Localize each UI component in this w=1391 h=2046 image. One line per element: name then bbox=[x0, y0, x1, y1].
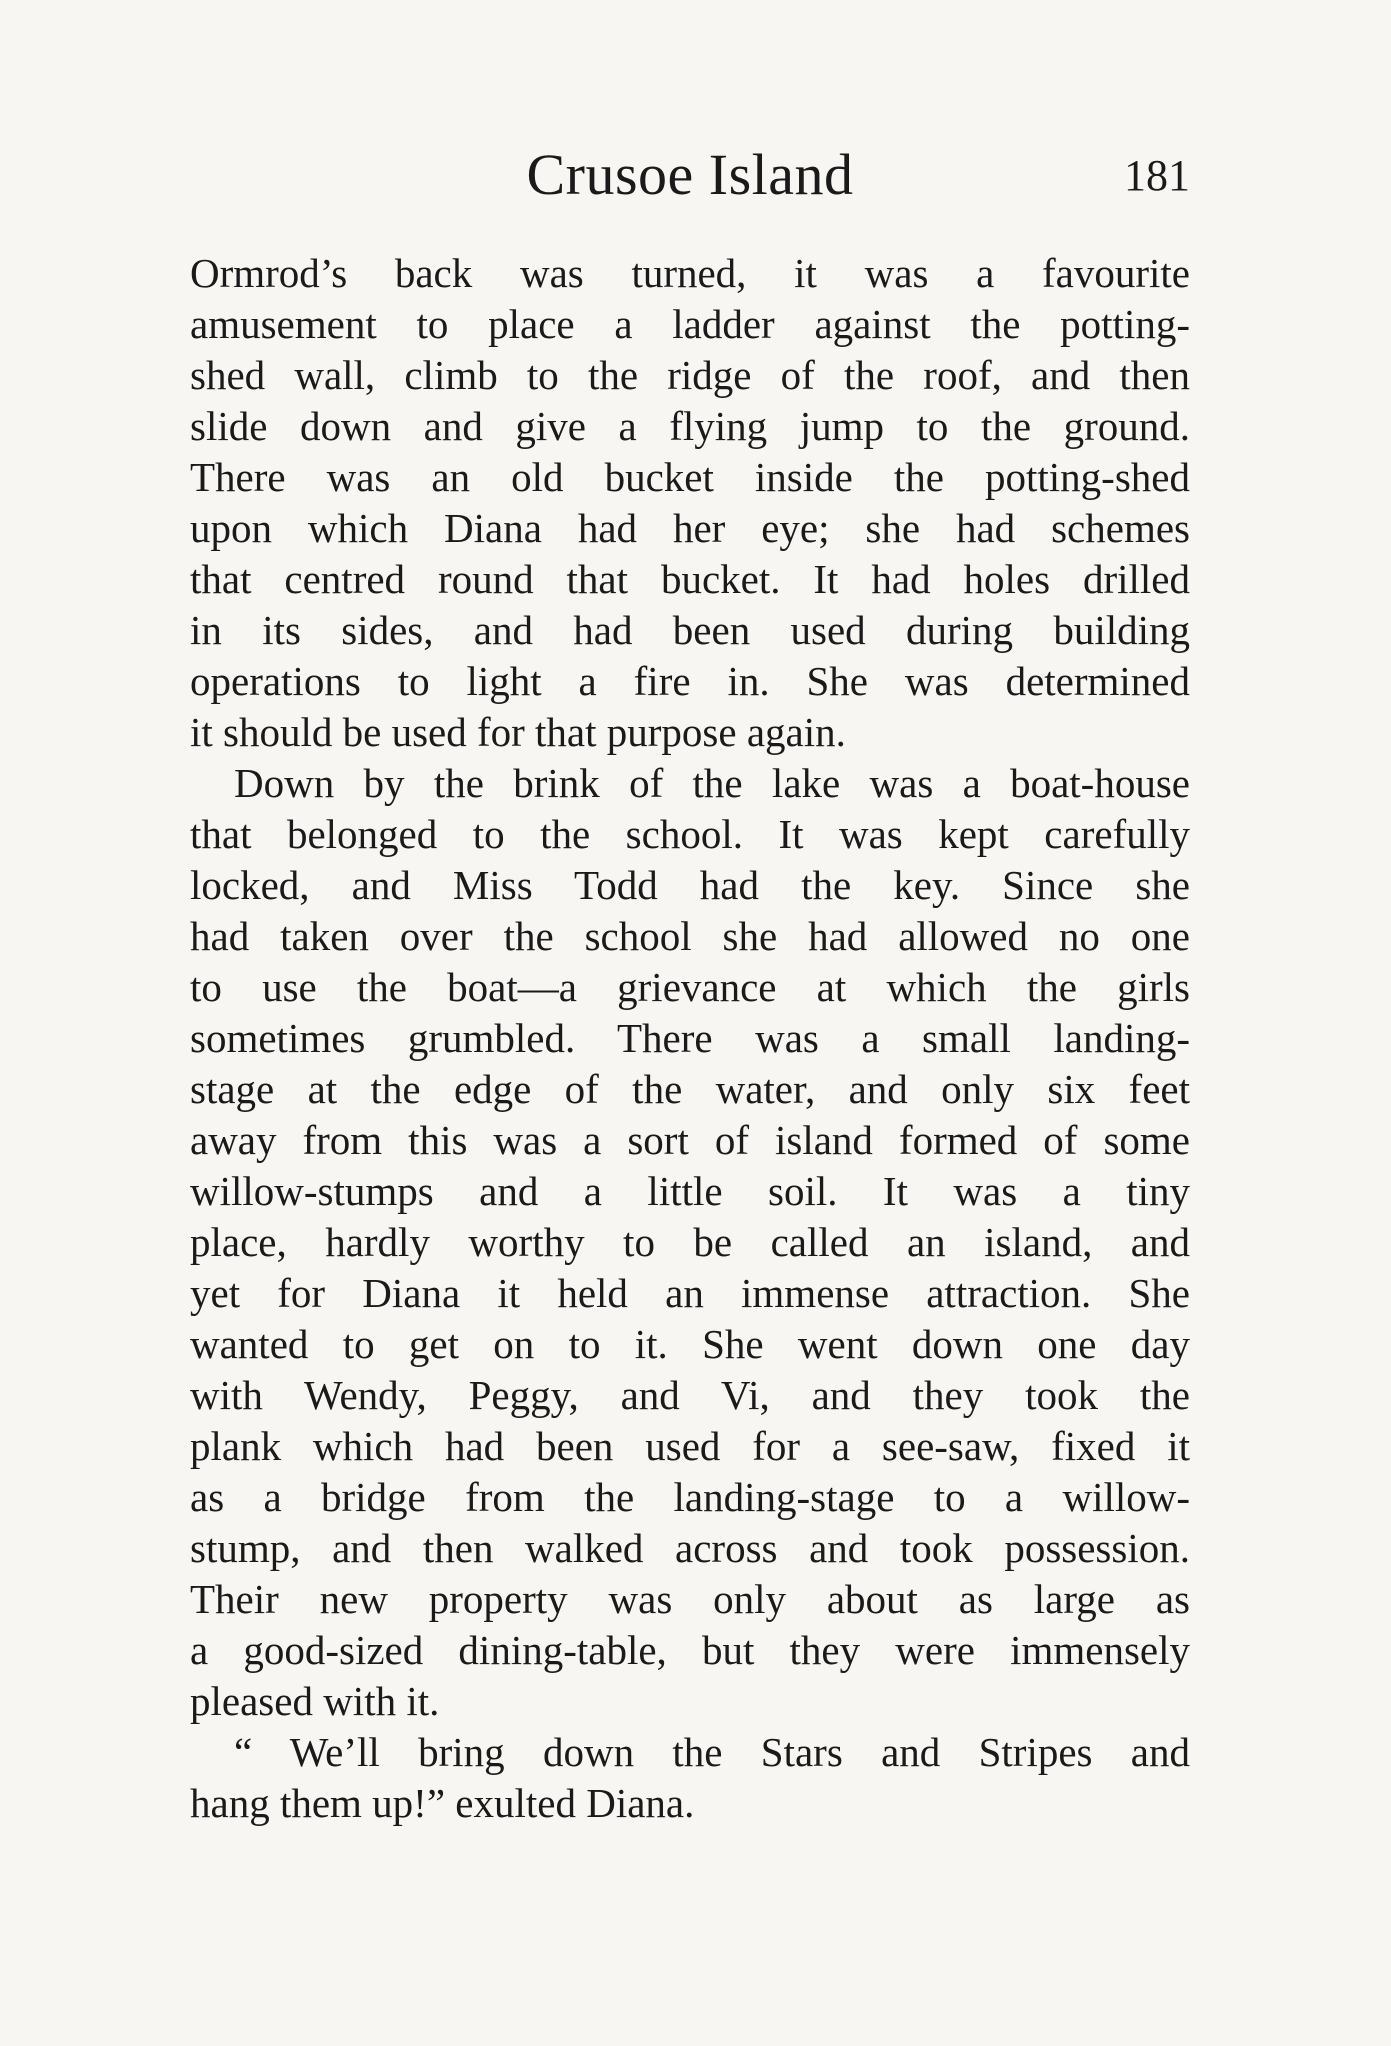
text-line: Their new property was only about as large as bbox=[190, 1576, 1190, 1622]
text-line: “ We’ll bring down the Stars and Stripes and bbox=[234, 1729, 1190, 1775]
text-line: as a bridge from the landing-stage to a willow- bbox=[190, 1474, 1190, 1520]
text-line: amusement to place a ladder against the potting- bbox=[190, 301, 1190, 347]
text-line: in its sides, and had been used during building bbox=[190, 607, 1190, 653]
paragraph-2 bbox=[190, 758, 1190, 1727]
text-line: locked, and Miss Todd had the key. Since she bbox=[190, 862, 1190, 908]
text-line: Ormrod’s back was turned, it was a favourite bbox=[190, 250, 1190, 296]
text-line: to use the boat—a grievance at which the girls bbox=[190, 964, 1190, 1010]
text-line: with Wendy, Peggy, and Vi, and they took the bbox=[190, 1372, 1190, 1418]
text-line: wanted to get on to it. She went down one day bbox=[190, 1321, 1190, 1367]
text-line: place, hardly worthy to be called an island, and bbox=[190, 1219, 1190, 1265]
text-line: shed wall, climb to the ridge of the roof, and then bbox=[190, 352, 1190, 398]
text-line: sometimes grumbled. There was a small landing- bbox=[190, 1015, 1190, 1061]
text-line: slide down and give a flying jump to the ground. bbox=[190, 403, 1190, 449]
text-line: away from this was a sort of island formed of some bbox=[190, 1117, 1190, 1163]
text-line: had taken over the school she had allowed no one bbox=[190, 913, 1190, 959]
text-line: Down by the brink of the lake was a boat-house bbox=[234, 760, 1190, 806]
paragraph-1 bbox=[190, 248, 1190, 758]
page-number: 181 bbox=[1124, 151, 1190, 200]
text-line: that belonged to the school. It was kept carefully bbox=[190, 811, 1190, 857]
text-line: stump, and then walked across and took possession. bbox=[190, 1525, 1190, 1571]
text-line: yet for Diana it held an immense attraction. She bbox=[190, 1270, 1190, 1316]
text-line: stage at the edge of the water, and only six feet bbox=[190, 1066, 1190, 1112]
text-line: upon which Diana had her eye; she had schemes bbox=[190, 505, 1190, 551]
text-line: willow-stumps and a little soil. It was a tiny bbox=[190, 1168, 1190, 1214]
text-line: a good-sized dining-table, but they were immensely bbox=[190, 1627, 1190, 1673]
running-head bbox=[190, 140, 1190, 210]
text-line: plank which had been used for a see-saw, fixed it bbox=[190, 1423, 1190, 1469]
text-line: operations to light a fire in. She was determined bbox=[190, 658, 1190, 704]
paragraph-3 bbox=[190, 1727, 1190, 1829]
text-line: it should be used for that purpose again. bbox=[190, 709, 846, 755]
running-title: Crusoe Island bbox=[526, 142, 854, 207]
text-line: pleased with it. bbox=[190, 1678, 440, 1724]
text-line: hang them up!” exulted Diana. bbox=[190, 1780, 695, 1826]
text-line: There was an old bucket inside the potting-shed bbox=[190, 454, 1190, 500]
body-text bbox=[190, 248, 1190, 1829]
text-line: that centred round that bucket. It had holes drilled bbox=[190, 556, 1190, 602]
